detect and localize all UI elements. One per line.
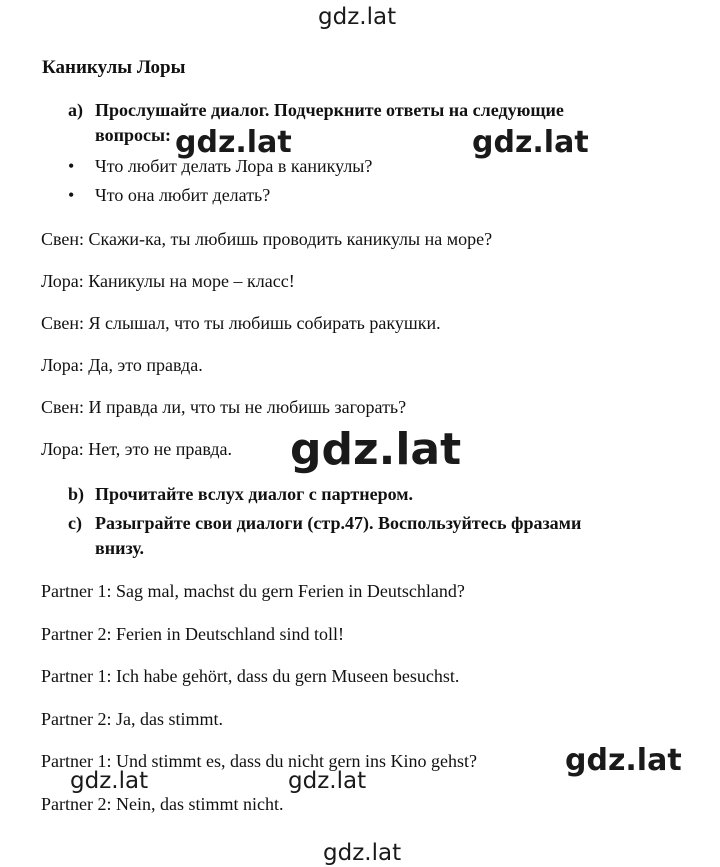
task-a-letter: a) [68,100,83,120]
watermark: gdz.lat [323,840,402,866]
question-text: Что она любит делать? [95,185,271,205]
dialog-line: Свен: Скажи-ка, ты любишь проводить каникулы на море? [41,229,493,249]
task-c-letter: c) [68,513,82,533]
dialog-line: Лора: Каникулы на море – класс! [41,271,295,291]
dialog-line: Partner 2: Nein, das stimmt nicht. [41,794,284,814]
dialog-line: Partner 1: Sag mal, machst du gern Ferien in Deutschland? [41,581,465,601]
watermark: gdz.lat [70,768,149,794]
watermark: gdz.lat [318,4,397,30]
dialog-line: Свен: Я слышал, что ты любишь собирать ракушки. [41,313,441,333]
dialog-line: Partner 2: Ferien in Deutschland sind toll! [41,624,344,644]
dialog-line: Свен: И правда ли, что ты не любишь загорать? [41,397,407,417]
question-text: Что любит делать Лора в каникулы? [95,156,373,176]
bullet-icon: • [68,185,75,205]
dialog-line: Partner 2: Ja, das stimmt. [41,709,223,729]
task-c-text-line2: внизу. [95,538,145,558]
task-a-text-line1: Прослушайте диалог. Подчеркните ответы на следующие [95,100,564,120]
task-b [68,482,698,507]
page-title: Каникулы Лоры [42,57,186,78]
watermark: gdz.lat [565,743,682,778]
task-c-text-line1: Разыграйте свои диалоги (стр.47). Воспользуйтесь фразами [95,513,582,533]
question-item [68,157,372,175]
task-b-letter: b) [68,484,85,504]
dialog-line: Лора: Да, это правда. [41,355,203,375]
bullet-icon: • [68,156,75,176]
watermark: gdz.lat [175,125,292,160]
watermark: gdz.lat [472,125,589,160]
watermark: gdz.lat [290,424,462,475]
question-item [68,186,270,204]
watermark: gdz.lat [288,768,367,794]
task-b-text: Прочитайте вслух диалог с партнером. [95,484,414,504]
dialog-line: Partner 1: Und stimmt es, dass du nicht gern ins Kino gehst? [41,751,477,771]
task-c [68,511,698,561]
dialog-line: Лора: Нет, это не правда. [41,439,233,459]
task-a [68,98,698,148]
dialog-line: Partner 1: Ich habe gehört, dass du gern Museen besuchst. [41,666,460,686]
task-a-text-line2: вопросы: [95,125,172,145]
